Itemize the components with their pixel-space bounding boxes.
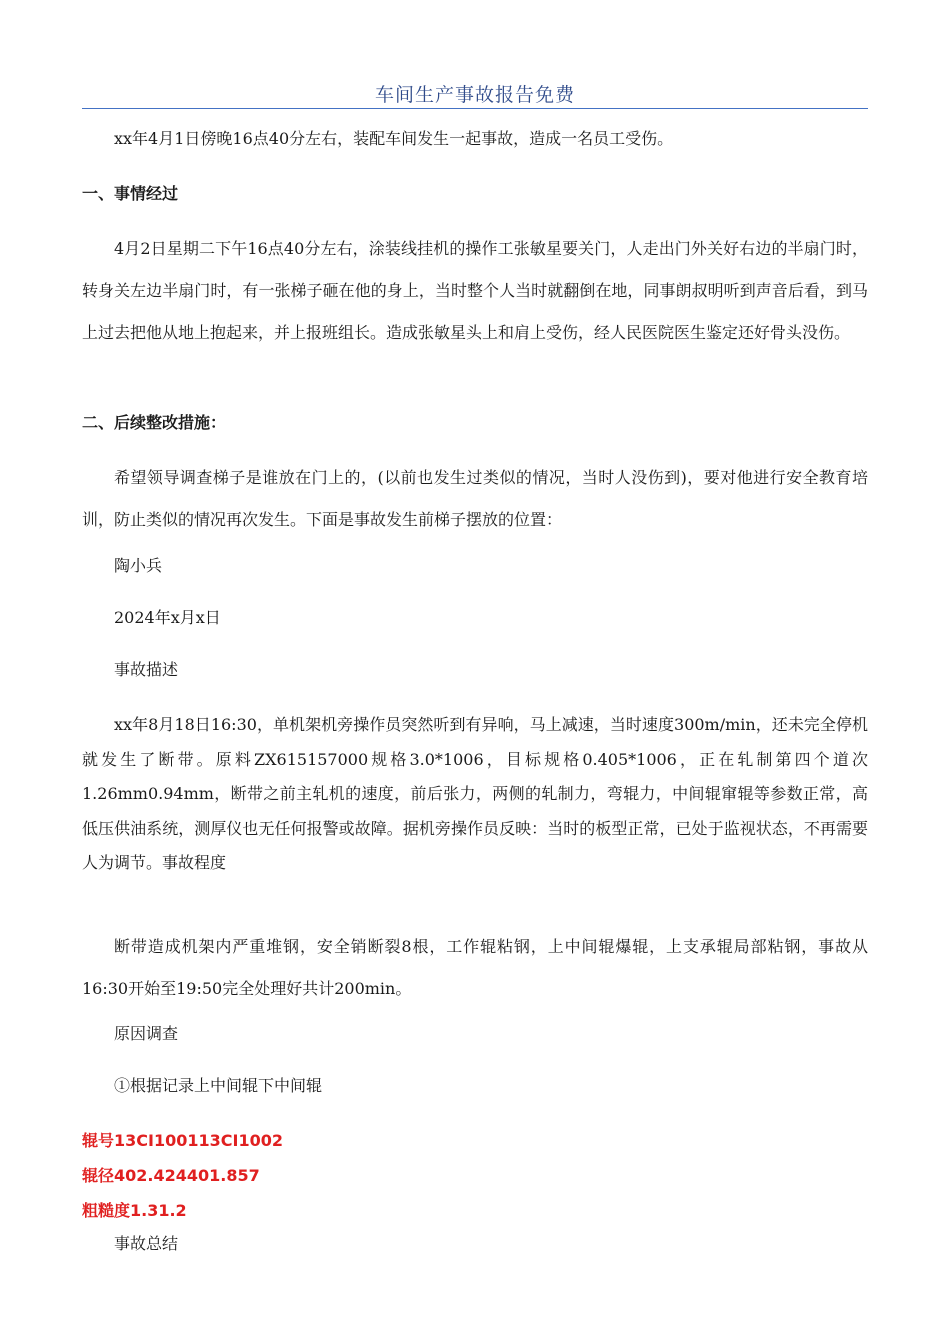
process-paragraph: 4月2日星期二下午16点40分左右，涂装线挂机的操作工张敏星要关门，人走出门外关好右边的半扇门时，转身关左边半扇门时，有一张梯子砸在他的身上，当时整个人当时就翻倒在地，同事朗叔明听到声音后看，到马上过去把他从地上抱起来，并上报班组长。造成张敏星头上和肩上受伤，经人民医院医生鉴定还好骨头没伤。 <box>82 239 868 342</box>
report-date: 2024年x月x日 <box>114 608 221 627</box>
document-title: 车间生产事故报告免费 <box>374 84 575 106</box>
cause-item-1: ①根据记录上中间辊下中间辊 <box>114 1076 323 1095</box>
signer-name: 陶小兵 <box>114 556 163 575</box>
intro-paragraph: xx年4月1日傍晚16点40分左右，装配车间发生一起事故，造成一名员工受伤。 <box>114 129 674 148</box>
description-paragraph: xx年8月18日16:30，单机架机旁操作员突然听到有异响，马上减速，当时速度300m/min，还未完全停机就发生了断带。原料ZX615157000规格3.0*1006，目标规格0.405*1006，正在轧制第四个道次1.26mm0.94mm，断带之前主轧机的速度，前后张力，两侧的轧制力，弯辊力，中间辊窜辊等参数正常，高低压供油系统，测厚仪也无任何报警或故障。据机旁操作员反映：当时的板型正常，已处于监视状态，不再需要人为调节。事故程度 <box>82 715 868 872</box>
measures-paragraph: 希望领导调查梯子是谁放在门上的，(以前也发生过类似的情况，当时人没伤到)，要对他进行安全教育培训，防止类似的情况再次发生。下面是事故发生前梯子摆放的位置： <box>82 468 868 529</box>
section-heading-process: 一、事情经过 <box>82 184 179 203</box>
roughness-line: 粗糙度1.31.2 <box>82 1201 187 1220</box>
description-heading: 事故描述 <box>114 660 179 679</box>
degree-paragraph: 断带造成机架内严重堆钢，安全销断裂8根，工作辊粘钢，上中间辊爆辊，上支承辊局部粘钢，事故从16:30开始至19:50完全处理好共计200min。 <box>82 937 868 998</box>
roll-number-line: 辊号13CI100113CI1002 <box>82 1131 283 1150</box>
title-underline <box>82 108 868 109</box>
summary-heading: 事故总结 <box>114 1234 179 1253</box>
roll-diameter-line: 辊径402.424401.857 <box>82 1166 260 1185</box>
cause-heading: 原因调查 <box>114 1024 179 1043</box>
section-heading-measures: 二、后续整改措施： <box>82 413 227 432</box>
